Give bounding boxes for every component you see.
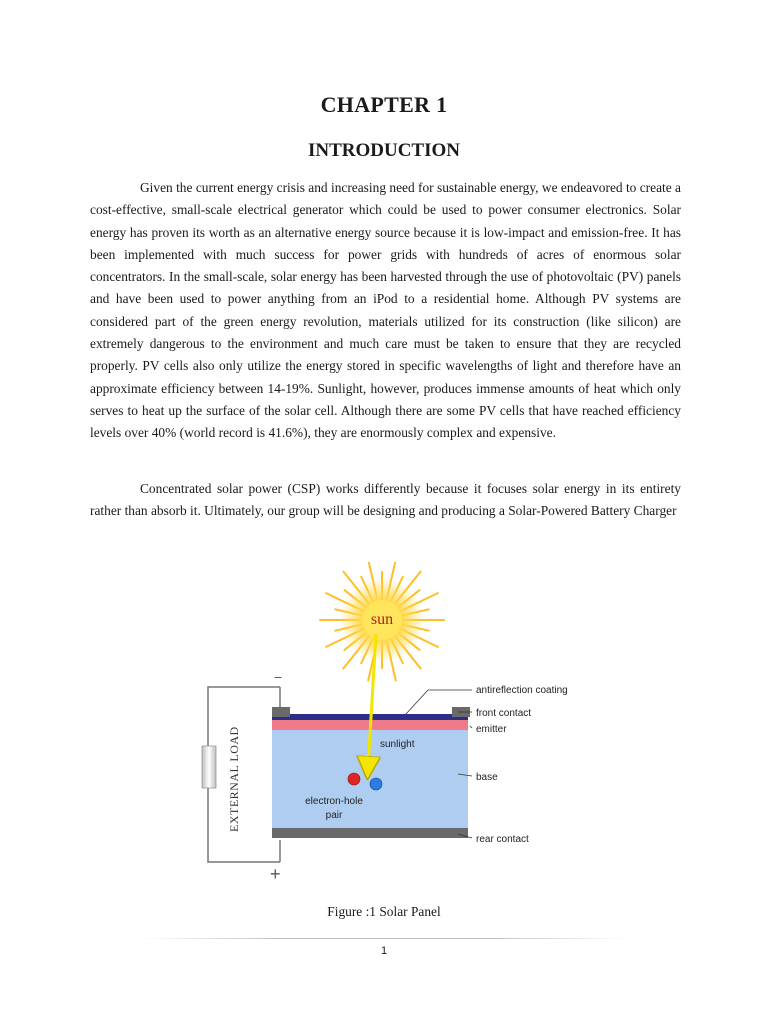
- electron-icon: [348, 773, 360, 785]
- electron-hole-label-line2: pair: [325, 810, 343, 821]
- front-contact-label: front contact: [476, 708, 532, 719]
- section-heading: INTRODUCTION: [307, 140, 461, 161]
- solar-panel-figure: [196, 562, 596, 892]
- sun-label: sun: [370, 611, 394, 628]
- base-label: base: [476, 772, 498, 783]
- sunlight-label: sunlight: [380, 739, 415, 750]
- body-paragraph-1: Given the current energy crisis and increasing need for sustainable energy, we endeavored to create a cost-effective, small-scale electrical generator which could be used to power consumer electronics. Solar energy has proven its worth as an alternative energy source because it is low-impact and emission-free. It has been implemented with much success for power grids with hundreds of acres of enormous solar concentrators. In the small-scale, solar energy has been harvested through the use of photovoltaic (PV) panels and have been used to power anything from an iPod to a residential home. Although PV systems are considered part of the green energy revolution, materials utilized for its construction (like silicon) are extremely dangerous to the environment and much care must be taken to ensure that they are recycled properly. PV cells also only utilize the energy stored in specific wavelengths of light and therefore have an approximate efficiency between 14-19%. Sunlight, however, produces immense amounts of heat which only serves to heat up the surface of the solar cell. Although there are some PV cells that have reached efficiency levels over 40% (world record is 41.6%), they are enormously complex and expensive.: [90, 180, 681, 441]
- front-contact-left: [272, 707, 290, 717]
- electron-hole-label-line1: electron-hole: [305, 796, 363, 807]
- rear-contact-label: rear contact: [476, 834, 529, 845]
- load-resistor: [202, 746, 216, 788]
- chapter-heading: CHAPTER 1: [320, 92, 448, 117]
- footer-divider: [140, 938, 630, 939]
- antireflection-coating-label: antireflection coating: [476, 685, 568, 696]
- figure-caption: Figure :1 Solar Panel: [327, 904, 441, 919]
- page-number: 1: [380, 945, 388, 957]
- external-load-circuit: [202, 687, 280, 862]
- minus-terminal: −: [274, 669, 283, 685]
- plus-terminal: +: [270, 864, 281, 884]
- hole-icon: [370, 778, 382, 790]
- rear-contact-layer: [272, 828, 468, 838]
- emitter-label: emitter: [476, 724, 507, 735]
- body-paragraph-2: Concentrated solar power (CSP) works differently because it focuses solar energy in its entirety rather than absorb it. Ultimately, our group will be designing and producing a Solar-Powered Battery Charger: [90, 481, 681, 519]
- external-load-label: EXTERNAL LOAD: [227, 726, 241, 832]
